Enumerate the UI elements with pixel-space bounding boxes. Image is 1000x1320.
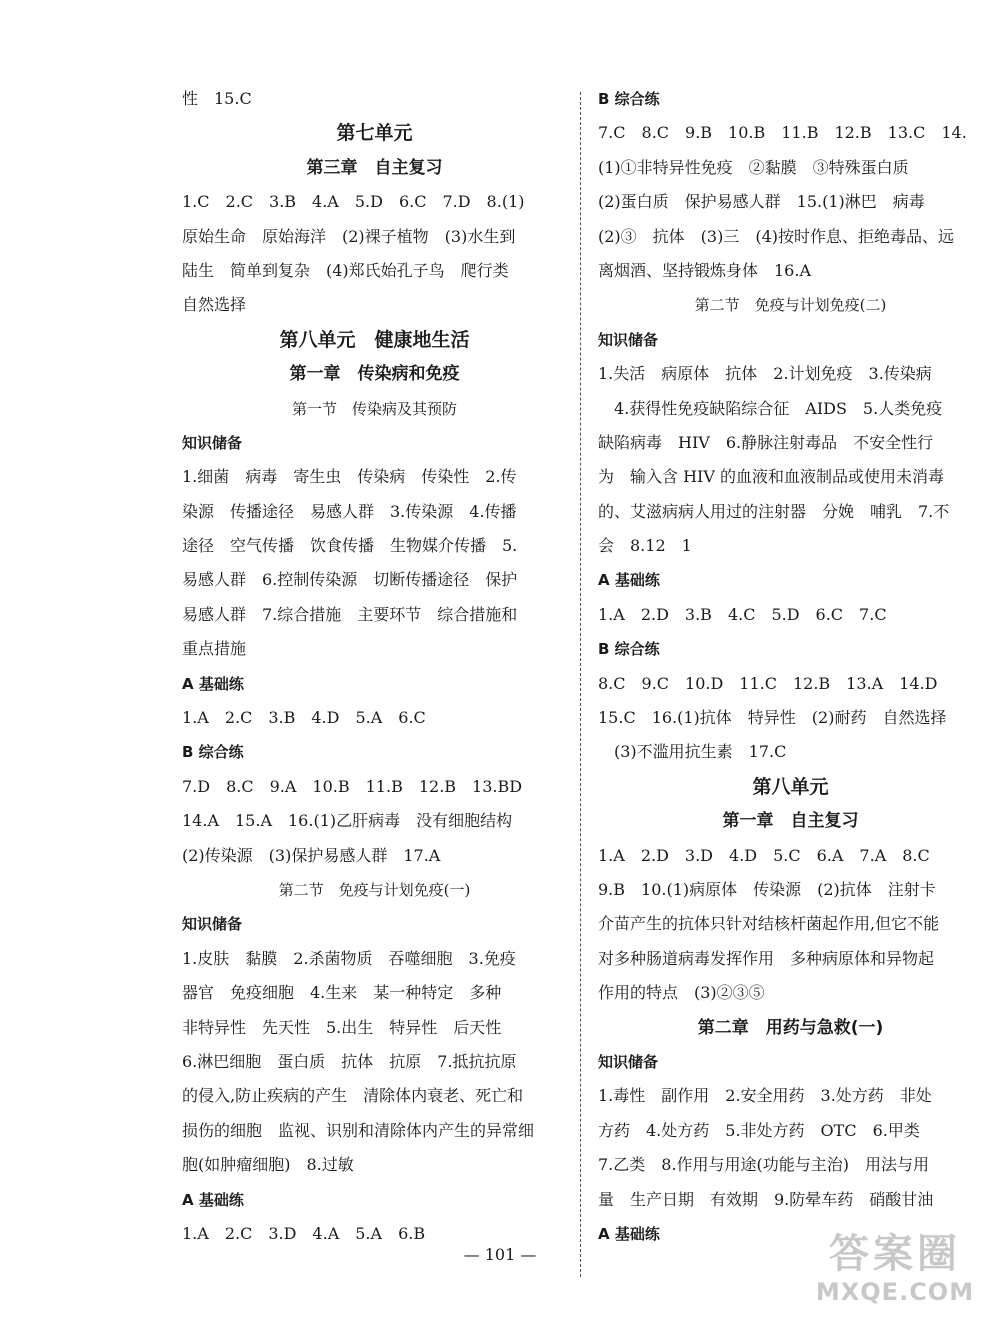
answer-line: 1.失活 病原体 抗体 2.计划免疫 3.传染病	[598, 364, 932, 384]
answer-line: 离烟酒、坚持锻炼身体 16.A	[598, 260, 812, 280]
answer-line: 量 生产日期 有效期 9.防晕车药 硝酸甘油	[598, 1189, 934, 1209]
answer-line: 1.A 2.C 3.B 4.D 5.A 6.C	[182, 708, 426, 728]
watermark-text-top: 答案圈	[829, 1231, 961, 1277]
section-heading: 第二节 免疫与计划免疫(一)	[278, 880, 471, 899]
answer-line: 7.乙类 8.作用与用途(功能与主治) 用法与用	[598, 1155, 930, 1175]
answer-line: 1.C 2.C 3.B 4.A 5.D 6.C 7.D 8.(1)	[182, 192, 525, 212]
answer-line: 对多种肠道病毒发挥作用 多种病原体和异物起	[598, 948, 935, 968]
answer-line: 6.淋巴细胞 蛋白质 抗体 抗原 7.抵抗抗原	[182, 1051, 517, 1071]
answer-line: 重点措施	[182, 639, 247, 659]
subsection-label: B 综合练	[598, 90, 660, 108]
answer-line: 7.C 8.C 9.B 10.B 11.B 12.B 13.C 14.	[598, 123, 967, 143]
answer-line: 自然选择	[182, 295, 247, 315]
answer-line: 1.细菌 病毒 寄生虫 传染病 传染性 2.传	[182, 467, 517, 487]
answer-line: 的侵入,防止疾病的产生 清除体内衰老、死亡和	[182, 1086, 524, 1106]
page-number: — 101 —	[463, 1245, 537, 1264]
answer-line: 1.A 2.D 3.D 4.D 5.C 6.A 7.A 8.C	[598, 845, 930, 865]
answer-line: 介苗产生的抗体只针对结核杆菌起作用,但它不能	[598, 914, 940, 934]
subsection-label: 知识储备	[598, 330, 659, 349]
chapter-heading: 第二章 用药与急救(一)	[697, 1017, 884, 1038]
answer-line: 15.C 16.(1)抗体 特异性 (2)耐药 自然选择	[598, 708, 947, 728]
answer-line: 1.A 2.D 3.B 4.C 5.D 6.C 7.C	[598, 604, 887, 624]
subsection-label: 知识储备	[182, 433, 243, 452]
answer-line: (2)蛋白质 保护易感人群 15.(1)淋巴 病毒	[598, 192, 925, 212]
answer-line: 非特异性 先天性 5.出生 特异性 后天性	[182, 1017, 502, 1037]
answer-line: 缺陷病毒 HIV 6.静脉注射毒品 不安全性行	[598, 432, 934, 452]
answer-line: (3)不滥用抗生素 17.C	[598, 742, 787, 762]
answer-line: 陆生 简单到复杂 (4)郑氏始孔子鸟 爬行类	[182, 260, 509, 280]
answer-line: (2)传染源 (3)保护易感人群 17.A	[182, 845, 441, 865]
answer-line: 染源 传播途径 易感人群 3.传染源 4.传播	[182, 501, 517, 521]
chapter-heading: 第一章 传染病和免疫	[289, 364, 460, 385]
watermark-logo	[792, 1218, 998, 1316]
subsection-label: 知识储备	[182, 915, 243, 934]
subsection-label: 知识储备	[598, 1052, 659, 1071]
section-heading: 第一节 传染病及其预防	[291, 399, 457, 418]
answer-line: 易感人群 7.综合措施 主要环节 综合措施和	[182, 604, 518, 624]
answer-line: 4.获得性免疫缺陷综合征 AIDS 5.人类免疫	[598, 398, 943, 418]
answer-line: 为 输入含 HIV 的血液和血液制品或使用未消毒	[598, 467, 945, 487]
answer-line: 9.B 10.(1)病原体 传染源 (2)抗体 注射卡	[598, 879, 936, 899]
subsection-label: B 综合练	[182, 743, 244, 762]
right-column	[598, 82, 983, 1251]
unit-heading: 第八单元	[752, 775, 829, 798]
answer-line: 1.A 2.C 3.D 4.A 5.A 6.B	[182, 1223, 426, 1243]
left-column	[182, 82, 567, 1251]
subsection-label: B 综合练	[598, 640, 660, 659]
answer-line: 方药 4.处方药 5.非处方药 OTC 6.甲类	[598, 1120, 920, 1140]
subsection-label: A 基础练	[598, 1224, 660, 1243]
answer-line: 7.D 8.C 9.A 10.B 11.B 12.B 13.BD	[182, 776, 523, 796]
answer-line: 会 8.12 1	[598, 536, 692, 556]
answer-line: 器官 免疫细胞 4.生来 某一种特定 多种	[182, 983, 502, 1003]
unit-heading: 第八单元 健康地生活	[279, 328, 470, 351]
section-heading: 第二节 免疫与计划免疫(二)	[694, 296, 887, 315]
answer-line: (2)③ 抗体 (3)三 (4)按时作息、拒绝毒品、远	[598, 226, 954, 246]
unit-heading: 第七单元	[336, 122, 413, 145]
subsection-label: A 基础练	[182, 674, 244, 693]
answer-line: 胞(如肿瘤细胞) 8.过敏	[182, 1155, 354, 1175]
watermark-text-bottom: MXQE.COM	[815, 1278, 975, 1306]
answer-line: (1)①非特异性免疫 ②黏膜 ③特殊蛋白质	[598, 157, 909, 177]
subsection-label: A 基础练	[182, 1190, 244, 1209]
answer-line: 途径 空气传播 饮食传播 生物媒介传播 5.	[182, 536, 518, 556]
answer-line: 性 15.C	[182, 89, 252, 108]
answer-line: 14.A 15.A 16.(1)乙肝病毒 没有细胞结构	[182, 811, 513, 831]
answer-line: 1.毒性 副作用 2.安全用药 3.处方药 非处	[598, 1086, 932, 1106]
chapter-heading: 第一章 自主复习	[722, 811, 859, 832]
subsection-label: A 基础练	[598, 571, 660, 590]
answer-line: 1.皮肤 黏膜 2.杀菌物质 吞噬细胞 3.免疫	[182, 948, 516, 968]
answer-line: 8.C 9.C 10.D 11.C 12.B 13.A 14.D	[598, 673, 938, 693]
answer-line: 的、艾滋病病人用过的注射器 分娩 哺乳 7.不	[598, 501, 950, 521]
chapter-heading: 第三章 自主复习	[306, 157, 443, 178]
answer-line: 作用的特点 (3)②③⑤	[598, 983, 765, 1003]
answer-line: 损伤的细胞 监视、识别和清除体内产生的异常细	[182, 1120, 535, 1140]
answer-line: 易感人群 6.控制传染源 切断传播途径 保护	[182, 570, 518, 590]
column-divider	[580, 92, 581, 1277]
answer-line: 原始生命 原始海洋 (2)裸子植物 (3)水生到	[182, 226, 516, 246]
